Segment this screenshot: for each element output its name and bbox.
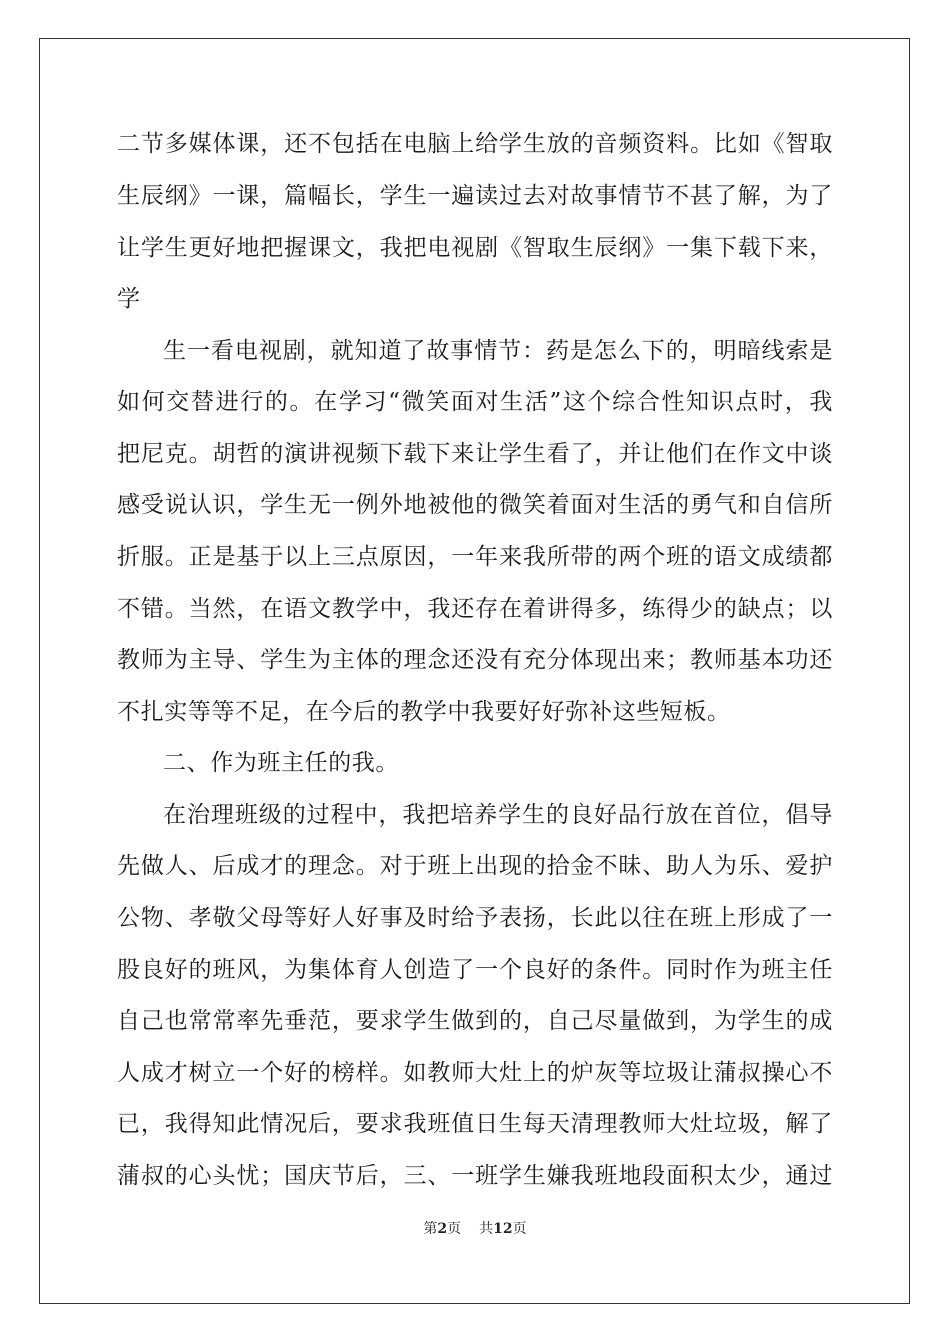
text-line: 人成才树立一个好的榜样。如教师大灶上的炉灰等垃圾让蒲叔操心不 [117,1060,833,1086]
text-line: 蒲叔的心头忧；国庆节后，三、一班学生嫌我班地段面积太少，通过 [117,1163,833,1189]
total-suffix: 页 [512,1221,527,1237]
section-heading: 二、作为班主任的我。 [163,750,399,776]
text-line: 先做人、后成才的理念。对于班上出现的拾金不昧、助人为乐、爱护 [117,853,833,879]
text-line: 不错。当然，在语文教学中，我还存在着讲得多，练得少的缺点；以 [117,596,833,622]
text-line: 不扎实等等不足，在今后的教学中我要好好弥补这些短板。 [117,699,731,725]
text-line: 把尼克。胡哲的演讲视频下载下来让学生看了，并让他们在作文中谈 [117,441,833,467]
page-suffix: 页 [447,1221,462,1237]
page-number: 2 [437,1221,448,1237]
total-prefix: 共 [479,1221,494,1237]
text-line: 股良好的班风，为集体育人创造了一个良好的条件。同时作为班主任 [117,957,833,983]
text-line: 感受说认识，学生无一例外地被他的微笑着面对生活的勇气和自信所 [117,492,833,518]
text-line: 二节多媒体课，还不包括在电脑上给学生放的音频资料。比如《智取 [117,131,833,157]
text-line: 如何交替进行的。在学习“微笑面对生活”这个综合性知识点时，我 [117,389,833,415]
text-line: 已，我得知此情况后，要求我班值日生每天清理教师大灶垃圾，解了 [117,1111,833,1137]
page-footer [0,1220,950,1238]
text-line: 生辰纲》一课，篇幅长，学生一遍读过去对故事情节不甚了解，为了 [117,183,833,209]
text-line: 生一看电视剧，就知道了故事情节：药是怎么下的，明暗线索是 [163,338,833,364]
text-line: 学 [117,286,141,312]
text-line: 在治理班级的过程中，我把培养学生的良好品行放在首位，倡导 [163,802,833,828]
total-pages: 12 [493,1221,513,1237]
page-prefix: 第 [423,1221,438,1237]
text-line: 公物、孝敬父母等好人好事及时给予表扬，长此以往在班上形成了一 [117,905,833,931]
text-line: 自己也常常率先垂范，要求学生做到的，自己尽量做到，为学生的成 [117,1008,833,1034]
text-line: 折服。正是基于以上三点原因，一年来我所带的两个班的语文成绩都 [117,544,833,570]
text-line: 让学生更好地把握课文，我把电视剧《智取生辰纲》一集下载下来， [117,235,833,261]
text-line: 教师为主导、学生为主体的理念还没有充分体现出来；教师基本功还 [117,647,833,673]
